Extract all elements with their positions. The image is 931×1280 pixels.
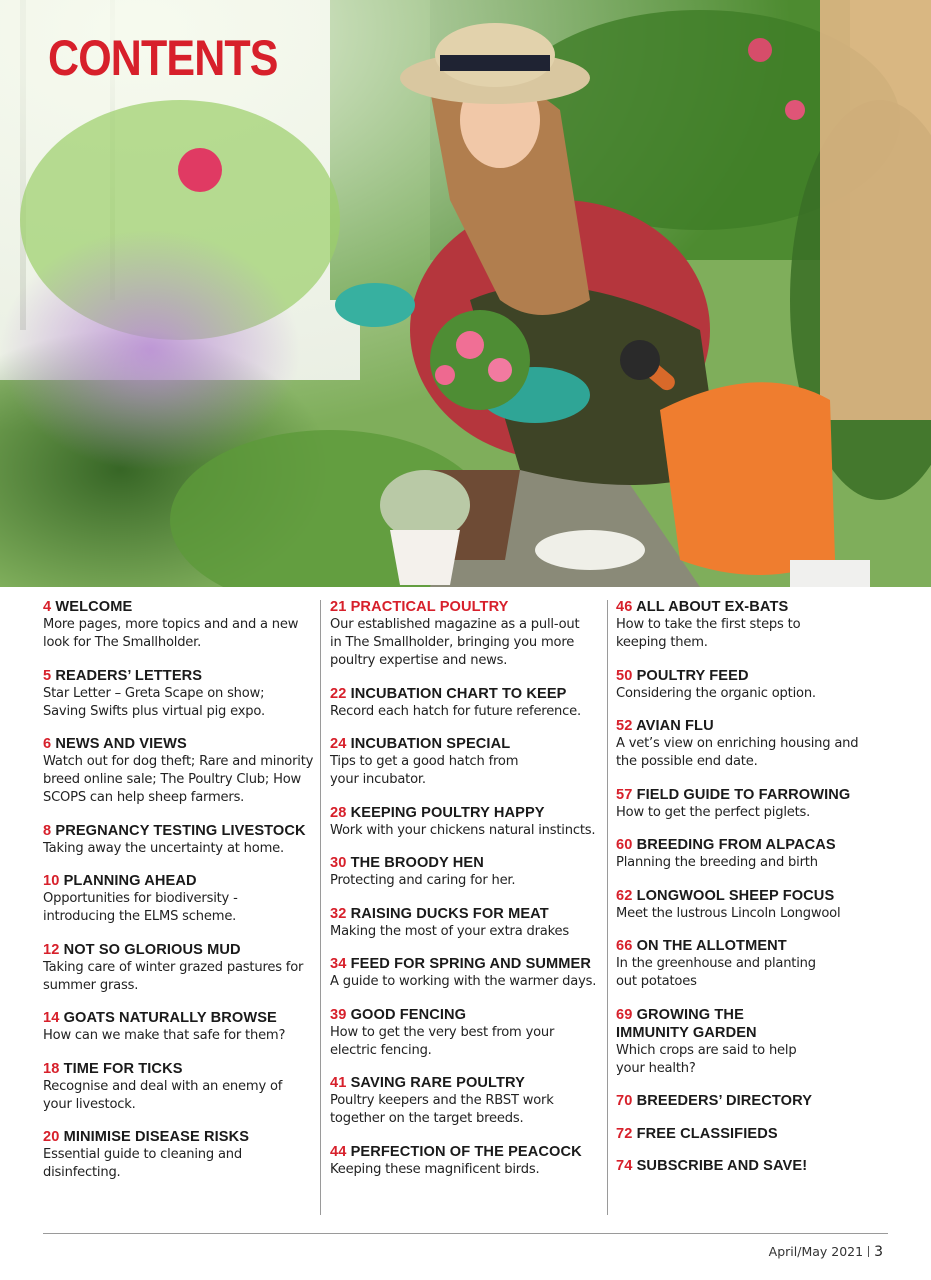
toc-entry-heading [616, 598, 888, 616]
toc-page-number: 57 [616, 786, 633, 803]
toc-entry-heading [43, 1060, 315, 1078]
toc-entry-description: Meet the lustrous Lincoln Longwool [616, 905, 841, 921]
toc-column-2 [330, 598, 602, 1213]
toc-entry[interactable] [616, 786, 888, 822]
toc-entry[interactable] [43, 1128, 315, 1182]
toc-entry[interactable] [330, 685, 602, 721]
toc-entry-title: POULTRY FEED [636, 667, 749, 684]
footer-separator [868, 1246, 869, 1257]
toc-entry-title: BREEDERS’ DIRECTORY [636, 1093, 813, 1109]
toc-entry-title: AVIAN FLU [636, 718, 714, 734]
toc-page-number: 14 [43, 1010, 60, 1026]
toc-entry-description: Taking away the uncertainty at home. [43, 840, 284, 856]
toc-entry-heading [330, 598, 602, 616]
toc-entry[interactable] [43, 1009, 315, 1045]
page-footer [769, 1244, 883, 1260]
toc-entry-title: SAVING RARE POULTRY [350, 1075, 525, 1091]
toc-entry-title-line-2: IMMUNITY GARDEN [616, 1024, 757, 1041]
toc-entry-description: out potatoes [616, 974, 697, 989]
toc-entry-description: Considering the organic option. [616, 685, 816, 701]
toc-page-number: 12 [43, 941, 60, 958]
toc-page-number: 41 [330, 1075, 347, 1091]
toc-entry-title: PRACTICAL POULTRY [350, 599, 509, 615]
toc-entry-description: summer grass. [43, 977, 139, 993]
toc-entry-title: GROWING THE [636, 1006, 744, 1023]
toc-entry-description: breed online sale; The Poultry Club; How [43, 772, 302, 787]
toc-entry-title: ON THE ALLOTMENT [636, 938, 787, 954]
toc-entry[interactable] [616, 1092, 888, 1110]
toc-page-number: 32 [330, 905, 347, 922]
toc-entry-description: Making the most of your extra drakes [330, 923, 570, 939]
toc-page-number: 62 [616, 887, 633, 904]
toc-entry[interactable] [43, 941, 315, 995]
toc-page-number: 66 [616, 938, 633, 954]
toc-entry-heading [616, 1006, 888, 1042]
toc-entry-description: together on the target breeds. [330, 1111, 524, 1126]
toc-entry-heading [43, 598, 315, 616]
toc-entry-description: Recognise and deal with an enemy of [43, 1078, 283, 1094]
toc-entry-heading [330, 804, 602, 822]
toc-entry-title: RAISING DUCKS FOR MEAT [350, 905, 549, 922]
toc-entry-title: INCUBATION CHART TO KEEP [350, 685, 567, 702]
toc-entry-description: your incubator. [330, 772, 426, 787]
toc-entry[interactable] [616, 836, 888, 872]
toc-entry-title: WELCOME [55, 599, 133, 615]
toc-entry-heading [616, 667, 888, 685]
toc-entry-title: INCUBATION SPECIAL [350, 736, 511, 752]
toc-page-number: 28 [330, 804, 347, 821]
toc-entry-title: KEEPING POULTRY HAPPY [350, 804, 545, 821]
toc-entry-heading [330, 735, 602, 753]
toc-entry-description: How to get the very best from your [330, 1024, 555, 1040]
toc-page-number: 44 [330, 1143, 347, 1160]
toc-entry-heading [43, 822, 315, 840]
toc-entry-heading [330, 1074, 602, 1092]
toc-entry-heading [43, 667, 315, 685]
toc-page-number: 4 [43, 599, 52, 615]
hero-photo [0, 0, 931, 587]
toc-entry-description: introducing the ELMS scheme. [43, 909, 237, 924]
toc-page-number: 72 [616, 1125, 633, 1142]
toc-page-number: 24 [330, 736, 347, 752]
toc-entry-title: FIELD GUIDE TO FARROWING [636, 786, 851, 803]
toc-entry-heading [43, 1009, 315, 1027]
toc-entry[interactable] [330, 905, 602, 941]
toc-entry-title: PREGNANCY TESTING LIVESTOCK [55, 822, 306, 839]
toc-entry-description: electric fencing. [330, 1042, 432, 1058]
toc-entry-description: Saving Swifts plus virtual pig expo. [43, 703, 265, 719]
toc-page-number: 5 [43, 667, 52, 684]
toc-entry-title: GOOD FENCING [350, 1006, 467, 1023]
toc-entry-description: Which crops are said to help [616, 1042, 797, 1058]
toc-entry-heading [616, 887, 888, 905]
page-number: 3 [874, 1244, 883, 1260]
toc-entry[interactable] [330, 1143, 602, 1179]
toc-entry[interactable] [43, 872, 315, 926]
toc-entry-description: disinfecting. [43, 1165, 121, 1180]
column-divider [607, 600, 608, 1215]
toc-entry-title: THE BROODY HEN [350, 855, 484, 871]
toc-entry-heading [616, 786, 888, 804]
toc-entry-description: Essential guide to cleaning and [43, 1147, 243, 1162]
toc-entry-title: NOT SO GLORIOUS MUD [63, 941, 241, 958]
toc-entry-heading [43, 735, 315, 753]
toc-page-number: 20 [43, 1129, 60, 1145]
toc-entry[interactable] [43, 822, 315, 858]
footer-rule [43, 1233, 888, 1234]
toc-entry[interactable] [616, 1157, 888, 1175]
toc-page-number: 52 [616, 718, 633, 734]
toc-entry-description: in The Smallholder, bringing you more [330, 635, 575, 650]
toc-entry-title: MINIMISE DISEASE RISKS [63, 1129, 250, 1145]
toc-entry[interactable] [43, 598, 315, 652]
toc-entry-title: TIME FOR TICKS [63, 1060, 183, 1077]
page-title: CONTENTS [48, 30, 278, 86]
toc-entry-title: READERS’ LETTERS [55, 667, 203, 684]
toc-entry[interactable] [616, 598, 888, 652]
toc-entry-heading [330, 1006, 602, 1024]
toc-page-number: 46 [616, 599, 633, 615]
toc-column-1 [43, 598, 315, 1213]
toc-entry-description: A vet’s view on enriching housing and [616, 736, 859, 751]
toc-entry-title: ALL ABOUT EX-BATS [636, 599, 789, 615]
toc-page-number: 69 [616, 1006, 633, 1023]
toc-entry-description: the possible end date. [616, 754, 758, 769]
toc-page-number: 74 [616, 1158, 633, 1174]
toc-entry[interactable] [330, 598, 602, 670]
toc-entry-description: Tips to get a good hatch from [330, 754, 519, 769]
toc-entry[interactable] [616, 1125, 888, 1143]
toc-entry-title: PLANNING AHEAD [63, 873, 197, 889]
toc-entry-description: Record each hatch for future reference. [330, 703, 581, 719]
toc-entry-title: SUBSCRIBE AND SAVE! [636, 1158, 808, 1174]
toc-page-number: 60 [616, 837, 633, 853]
toc-entry-title: PERFECTION OF THE PEACOCK [350, 1143, 582, 1160]
toc-page-number: 10 [43, 873, 60, 889]
toc-entry[interactable] [43, 735, 315, 807]
toc-entry-title: GOATS NATURALLY BROWSE [63, 1010, 277, 1026]
toc-entry-heading [330, 1143, 602, 1161]
toc-entry[interactable] [330, 1006, 602, 1060]
toc-page-number: 50 [616, 667, 633, 684]
toc-entry-description: Taking care of winter grazed pastures for [43, 959, 304, 975]
toc-entry[interactable] [616, 887, 888, 923]
gardening-woman-illustration [0, 0, 931, 587]
toc-entry-description: Star Letter – Greta Scape on show; [43, 685, 265, 701]
toc-entry-description: Watch out for dog theft; Rare and minority [43, 754, 314, 769]
toc-entry-heading [330, 685, 602, 703]
toc-entry-heading [616, 836, 888, 854]
toc-entry[interactable] [330, 955, 602, 991]
toc-entry-description: Protecting and caring for her. [330, 873, 516, 888]
toc-page-number: 39 [330, 1006, 347, 1023]
toc-entry-description: How to take the first steps to [616, 617, 801, 632]
toc-entry-description: More pages, more topics and and a new [43, 617, 299, 632]
toc-entry-title: FEED FOR SPRING AND SUMMER [350, 956, 592, 972]
toc-page-number: 8 [43, 822, 52, 839]
toc-entry[interactable] [616, 717, 888, 771]
toc-entry-heading [43, 872, 315, 890]
toc-page-number: 70 [616, 1093, 633, 1109]
toc-entry-description: Opportunities for biodiversity - [43, 891, 238, 906]
toc-entry-heading [330, 955, 602, 973]
toc-entry-heading [616, 937, 888, 955]
toc-column-3 [616, 598, 888, 1213]
toc-entry-description: Planning the breeding and birth [616, 855, 818, 870]
toc-entry-description: A guide to working with the warmer days. [330, 974, 597, 989]
toc-entry-heading [616, 1092, 888, 1110]
toc-page-number: 6 [43, 736, 52, 752]
toc-entry-title: NEWS AND VIEWS [55, 736, 187, 752]
toc-entry-description: How can we make that safe for them? [43, 1028, 286, 1043]
toc-entry-description: poultry expertise and news. [330, 653, 508, 668]
toc-page-number: 34 [330, 956, 347, 972]
toc-entry-title: LONGWOOL SHEEP FOCUS [636, 887, 835, 904]
toc-entry-description: your livestock. [43, 1096, 136, 1112]
toc-entry-description: How to get the perfect piglets. [616, 804, 811, 820]
toc-page-number: 18 [43, 1060, 60, 1077]
toc-entry[interactable] [616, 937, 888, 991]
toc-entry-title: FREE CLASSIFIEDS [636, 1125, 778, 1142]
toc-page-number: 21 [330, 599, 347, 615]
toc-page-number: 22 [330, 685, 347, 702]
toc-page-number: 30 [330, 855, 347, 871]
toc-entry-description: keeping them. [616, 635, 708, 650]
toc-entry-heading [330, 905, 602, 923]
toc-entry-heading [616, 1125, 888, 1143]
toc-entry-heading [43, 941, 315, 959]
toc-entry-heading [616, 1157, 888, 1175]
toc-entry-description: SCOPS can help sheep farmers. [43, 790, 245, 805]
toc-entry[interactable] [616, 1006, 888, 1078]
toc-entry-description: Keeping these magnificent birds. [330, 1161, 540, 1177]
toc-entry-heading [330, 854, 602, 872]
toc-entry-description: Work with your chickens natural instincts. [330, 822, 596, 838]
toc-entry-description: look for The Smallholder. [43, 635, 202, 650]
toc-entry-title: BREEDING FROM ALPACAS [636, 837, 836, 853]
toc-entry-description: In the greenhouse and planting [616, 956, 816, 971]
toc-entry[interactable] [330, 854, 602, 890]
toc-entry[interactable] [43, 667, 315, 721]
column-divider [320, 600, 321, 1215]
toc-entry[interactable] [330, 1074, 602, 1128]
toc-entry[interactable] [330, 804, 602, 840]
toc-entry-description: Poultry keepers and the RBST work [330, 1093, 554, 1108]
toc-entry-description: your health? [616, 1060, 696, 1076]
toc-entry[interactable] [616, 667, 888, 703]
toc-entry-description: Our established magazine as a pull-out [330, 617, 580, 632]
toc-entry-heading [43, 1128, 315, 1146]
issue-date: April/May 2021 [768, 1244, 864, 1259]
toc-entry-heading [616, 717, 888, 735]
toc-entry[interactable] [330, 735, 602, 789]
table-of-contents [0, 598, 931, 1218]
toc-entry[interactable] [43, 1060, 315, 1114]
